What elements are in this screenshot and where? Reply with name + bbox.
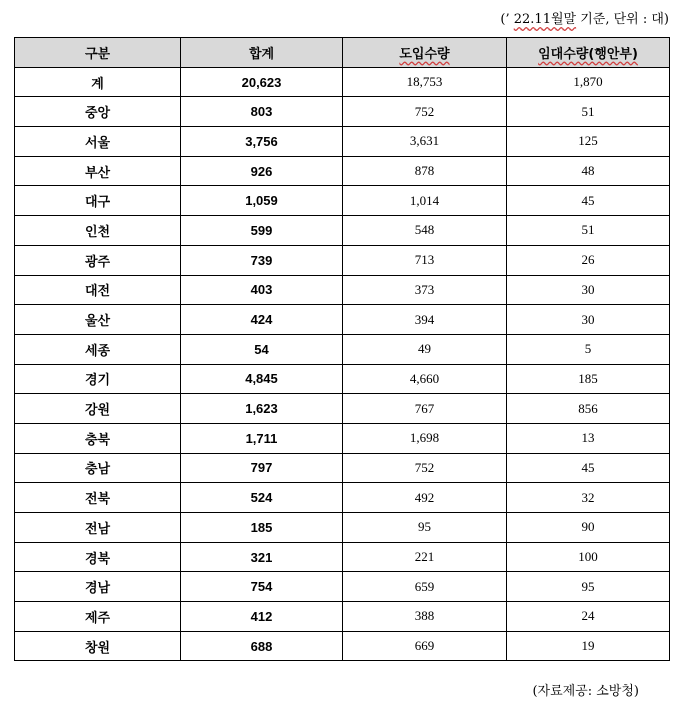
total-cell: 20,623	[181, 67, 343, 97]
header-introduced	[343, 38, 507, 68]
region-cell: 부산	[15, 156, 181, 186]
total-cell: 797	[181, 453, 343, 483]
table-row	[15, 127, 670, 157]
data-table	[14, 37, 670, 661]
introduced-cell: 878	[343, 156, 507, 186]
region-cell: 창원	[15, 631, 181, 661]
header-leased	[507, 38, 670, 68]
region-cell: 강원	[15, 394, 181, 424]
total-cell: 754	[181, 572, 343, 602]
total-cell: 3,756	[181, 127, 343, 157]
leased-cell: 26	[507, 245, 670, 275]
table-row	[15, 572, 670, 602]
leased-cell: 100	[507, 542, 670, 572]
leased-cell: 95	[507, 572, 670, 602]
leased-cell: 51	[507, 216, 670, 246]
introduced-cell: 221	[343, 542, 507, 572]
total-cell: 1,711	[181, 423, 343, 453]
table-row	[15, 453, 670, 483]
leased-cell: 45	[507, 186, 670, 216]
unit-note-suffix: 기준, 단위 : 대)	[576, 12, 669, 27]
introduced-cell: 388	[343, 602, 507, 632]
table-row	[15, 602, 670, 632]
region-cell: 경남	[15, 572, 181, 602]
introduced-cell: 752	[343, 453, 507, 483]
introduced-cell: 713	[343, 245, 507, 275]
total-cell: 424	[181, 305, 343, 335]
introduced-cell: 767	[343, 394, 507, 424]
region-cell: 세종	[15, 334, 181, 364]
unit-note	[500, 8, 669, 27]
region-cell: 충북	[15, 423, 181, 453]
total-cell: 599	[181, 216, 343, 246]
leased-cell: 45	[507, 453, 670, 483]
total-cell: 1,623	[181, 394, 343, 424]
total-cell: 403	[181, 275, 343, 305]
table-row	[15, 67, 670, 97]
region-cell: 인천	[15, 216, 181, 246]
total-cell: 4,845	[181, 364, 343, 394]
leased-cell: 24	[507, 602, 670, 632]
leased-cell: 13	[507, 423, 670, 453]
table-row	[15, 334, 670, 364]
region-cell: 전남	[15, 513, 181, 543]
leased-cell: 1,870	[507, 67, 670, 97]
total-cell: 412	[181, 602, 343, 632]
leased-cell: 90	[507, 513, 670, 543]
introduced-cell: 659	[343, 572, 507, 602]
leased-cell: 185	[507, 364, 670, 394]
introduced-cell: 1,698	[343, 423, 507, 453]
total-cell: 803	[181, 97, 343, 127]
leased-cell: 32	[507, 483, 670, 513]
source-note: (자료제공: 소방청)	[532, 684, 639, 699]
table-body	[15, 67, 670, 661]
leased-cell: 48	[507, 156, 670, 186]
introduced-cell: 373	[343, 275, 507, 305]
leased-cell: 30	[507, 275, 670, 305]
table-row	[15, 631, 670, 661]
introduced-cell: 3,631	[343, 127, 507, 157]
table-row	[15, 275, 670, 305]
introduced-cell: 95	[343, 513, 507, 543]
table-row	[15, 364, 670, 394]
region-cell: 서울	[15, 127, 181, 157]
header-region: 구분	[15, 38, 181, 68]
header-row	[15, 38, 670, 68]
total-cell: 926	[181, 156, 343, 186]
leased-cell: 51	[507, 97, 670, 127]
table-row	[15, 513, 670, 543]
header-leased-label: 임대수량(행안부)	[538, 46, 638, 62]
unit-note-prefix: (’	[500, 12, 514, 27]
introduced-cell: 548	[343, 216, 507, 246]
introduced-cell: 49	[343, 334, 507, 364]
total-cell: 688	[181, 631, 343, 661]
total-cell: 524	[181, 483, 343, 513]
table-row	[15, 245, 670, 275]
total-cell: 54	[181, 334, 343, 364]
introduced-cell: 492	[343, 483, 507, 513]
leased-cell: 19	[507, 631, 670, 661]
region-cell: 경북	[15, 542, 181, 572]
unit-note-date: 22.11월말	[513, 12, 577, 27]
region-cell: 울산	[15, 305, 181, 335]
table-row	[15, 542, 670, 572]
total-cell: 739	[181, 245, 343, 275]
introduced-cell: 394	[343, 305, 507, 335]
region-cell: 제주	[15, 602, 181, 632]
header-introduced-label: 도입수량	[399, 46, 450, 62]
region-cell: 경기	[15, 364, 181, 394]
table-row	[15, 216, 670, 246]
header-total: 합계	[181, 38, 343, 68]
leased-cell: 5	[507, 334, 670, 364]
table-row	[15, 186, 670, 216]
table-header	[15, 38, 670, 68]
region-cell: 계	[15, 67, 181, 97]
table-row	[15, 97, 670, 127]
introduced-cell: 1,014	[343, 186, 507, 216]
region-cell: 대전	[15, 275, 181, 305]
total-cell: 185	[181, 513, 343, 543]
introduced-cell: 669	[343, 631, 507, 661]
region-cell: 광주	[15, 245, 181, 275]
total-cell: 1,059	[181, 186, 343, 216]
table-row	[15, 156, 670, 186]
leased-cell: 856	[507, 394, 670, 424]
region-cell: 충남	[15, 453, 181, 483]
region-cell: 대구	[15, 186, 181, 216]
table-row	[15, 394, 670, 424]
table-row	[15, 423, 670, 453]
region-cell: 중앙	[15, 97, 181, 127]
table-row	[15, 483, 670, 513]
region-cell: 전북	[15, 483, 181, 513]
total-cell: 321	[181, 542, 343, 572]
introduced-cell: 752	[343, 97, 507, 127]
table-row	[15, 305, 670, 335]
introduced-cell: 4,660	[343, 364, 507, 394]
leased-cell: 30	[507, 305, 670, 335]
introduced-cell: 18,753	[343, 67, 507, 97]
leased-cell: 125	[507, 127, 670, 157]
